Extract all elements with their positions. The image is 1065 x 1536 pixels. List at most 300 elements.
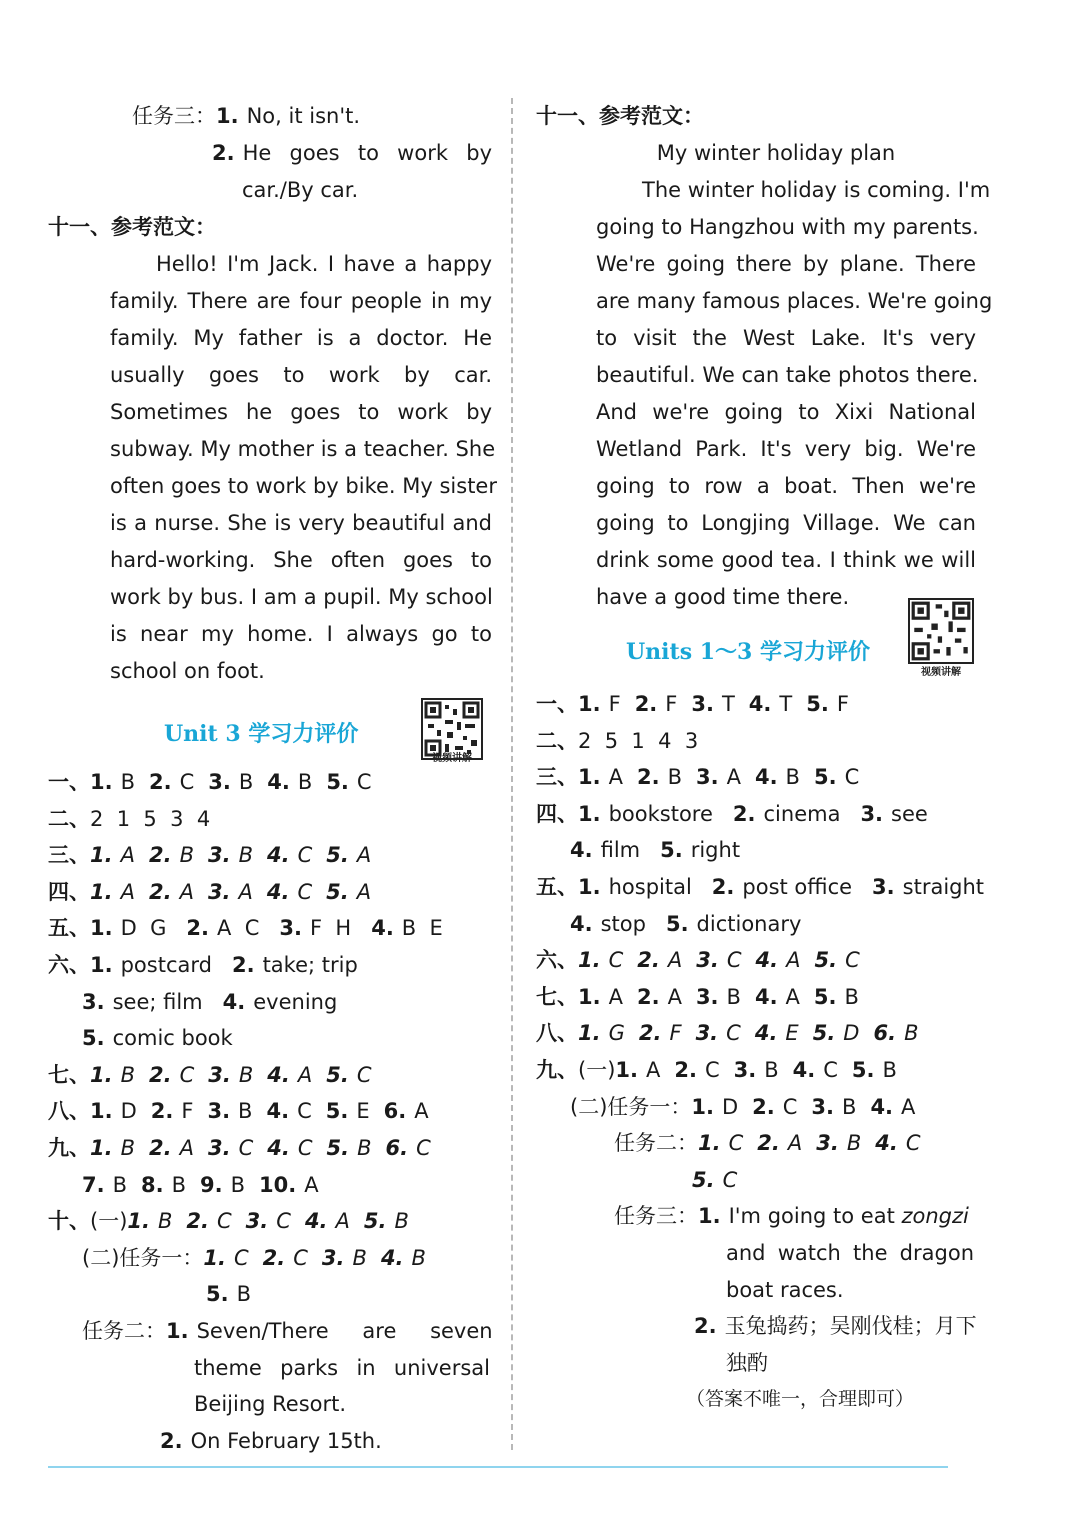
- ans-row-6b: [48, 984, 492, 1021]
- essay-heading-left: [48, 209, 492, 246]
- item-answer: B: [112, 1172, 128, 1197]
- ans-row-9: [48, 1130, 492, 1167]
- essay-line: is a nurse. She is very beautiful and: [110, 511, 492, 535]
- item-number: 1.: [578, 1021, 601, 1046]
- item-number: 5.: [363, 1209, 387, 1234]
- essay-line: hard-working. She often goes to: [110, 548, 492, 572]
- item-number: 3.: [872, 874, 895, 899]
- item-number: 1.: [691, 1094, 714, 1119]
- essay-line: to visit the West Lake. It's very: [596, 326, 976, 350]
- item-answer: B: [764, 1057, 779, 1082]
- sec-9: 九、: [48, 1135, 90, 1160]
- item-number: 2.: [638, 1021, 662, 1046]
- item-answer: B: [297, 770, 313, 794]
- r-task3-line1-b: zongzi: [901, 1204, 969, 1229]
- answer-items: [615, 1058, 911, 1082]
- answer-items: [578, 875, 1004, 899]
- item-answer: B: [904, 1021, 919, 1046]
- qr-pattern-icon: [910, 600, 972, 662]
- answer-items: [90, 1099, 443, 1123]
- item-answer: B: [238, 1062, 254, 1087]
- item-answer: C: [297, 1099, 312, 1124]
- item-answer: A: [667, 948, 683, 973]
- r-ans-row-9f: [536, 1235, 976, 1272]
- answer-items: [206, 1282, 265, 1306]
- ans-row-9b: [48, 1167, 492, 1204]
- answer-items: [691, 1095, 929, 1119]
- ans-row-6: [48, 947, 492, 984]
- sec-10-sub2: (二)任务一：: [82, 1245, 204, 1270]
- item-answer: see: [891, 801, 928, 826]
- item-answer: A: [785, 984, 800, 1009]
- column-divider: [511, 98, 513, 1450]
- essay-line: school on foot.: [110, 659, 265, 683]
- item-answer: B: [411, 1245, 426, 1270]
- task3-q1-answer: No, it isn't.: [246, 104, 361, 128]
- ans-row-3: [48, 837, 492, 874]
- item-answer: stop: [600, 911, 646, 936]
- item-answer: F: [836, 692, 849, 716]
- item-number: 5.: [326, 770, 349, 794]
- item-number: 4.: [266, 1099, 290, 1124]
- item-number: 7.: [82, 1172, 105, 1197]
- r-ans-row-9c: [536, 1125, 976, 1162]
- task2-line-1: Seven/There are seven: [196, 1318, 493, 1343]
- units1-3-answers: [536, 686, 985, 1418]
- item-number: 4.: [792, 1057, 816, 1082]
- item-answer: B: [179, 843, 194, 868]
- essay-line: usually goes to work by car.: [110, 363, 492, 387]
- item-answer: B: [238, 843, 253, 868]
- item-number: 5.: [326, 1062, 349, 1087]
- item-answer: C: [356, 1062, 372, 1087]
- item-answer: C: [356, 770, 372, 794]
- item-answer: B: [171, 1172, 187, 1197]
- item-number: 2.: [636, 984, 660, 1009]
- item-number: 2.: [186, 1209, 209, 1234]
- item-answer: C: [782, 1094, 798, 1119]
- answer-items: [698, 1131, 935, 1155]
- item-number: 2.: [711, 874, 735, 899]
- essay-title-text: My winter holiday plan: [656, 141, 896, 165]
- item-number: 4.: [267, 770, 290, 794]
- item-answer: straight: [902, 874, 985, 899]
- item-answer: postcard: [120, 952, 212, 977]
- answer-items: [90, 1063, 386, 1087]
- item-answer: A: [726, 765, 741, 790]
- sec-7: 七、: [48, 1062, 90, 1087]
- task3-q2-answer-b: car./By car.: [242, 178, 359, 202]
- answer-items: [578, 765, 873, 789]
- units1-3-title: Units 1～3 学习力评价: [626, 639, 871, 665]
- item-number: 2.: [148, 879, 172, 904]
- answer-items: [570, 912, 821, 936]
- item-answer: C: [905, 1131, 921, 1156]
- sec-3: 三、: [48, 843, 90, 868]
- ans-row-10c: [48, 1276, 492, 1313]
- task3-line-2: [48, 135, 492, 172]
- item-number: 1.: [90, 1062, 113, 1087]
- item-answer: C: [179, 1062, 195, 1087]
- units1-3-heading: [536, 622, 976, 682]
- r-sec-4: 四、: [536, 801, 578, 826]
- ans-row-8: [48, 1093, 492, 1130]
- essay-line: beautiful. We can take photos there.: [596, 363, 979, 387]
- item-number: 4.: [870, 1094, 894, 1119]
- sec-10: 十、: [48, 1209, 90, 1234]
- r-task3-q2-a: 玉兔捣药；吴刚伐桂；月下: [724, 1314, 977, 1339]
- item-answer: A: [608, 765, 623, 790]
- r-ans-row-9i: [536, 1345, 976, 1382]
- answer-items: [570, 838, 760, 862]
- answer-items: [578, 692, 863, 716]
- item-number: 5.: [814, 948, 838, 973]
- item-number: 4.: [267, 1135, 290, 1160]
- item-number: 4.: [267, 1062, 290, 1087]
- item-answer: A: [238, 879, 253, 904]
- essay-heading-text: 十一、参考范文：: [48, 215, 216, 239]
- item-number: 4.: [754, 765, 778, 790]
- essay-line: The winter holiday is coming. I'm: [642, 178, 991, 202]
- r-ans-row-9g: [536, 1272, 976, 1309]
- essay-line: going to Hangzhou with my parents.: [596, 215, 979, 239]
- item-answer: B: [236, 1282, 252, 1307]
- item-number: 5.: [812, 1021, 836, 1046]
- item-number: 4.: [380, 1245, 404, 1270]
- item-answer: C: [823, 1057, 838, 1082]
- r-task3-line2: and watch the dragon: [726, 1240, 974, 1265]
- item-number: 3.: [695, 765, 719, 790]
- essay-line: Hello! I'm Jack. I have a happy: [156, 252, 492, 276]
- r-ans-row-9: [536, 1052, 976, 1089]
- item-number: 6.: [383, 1099, 407, 1124]
- item-number: 8.: [141, 1172, 164, 1197]
- ans-row-10f: [48, 1386, 492, 1423]
- item-number: 5.: [326, 1135, 350, 1160]
- item-number: 1.: [578, 984, 601, 1009]
- qr-code-icon-right[interactable]: [908, 598, 974, 664]
- item-answer: B: [120, 1062, 136, 1087]
- item-number: 1.: [90, 952, 113, 977]
- answer-items: [90, 770, 386, 794]
- essay-line: going to row a boat. Then we're: [596, 474, 976, 498]
- task2-q2-num: 2.: [160, 1428, 183, 1453]
- item-answer: C: [704, 1057, 720, 1082]
- item-answer: B: [785, 765, 800, 790]
- item-answer: C: [726, 948, 742, 973]
- task3-q1-num: 1.: [216, 104, 239, 128]
- item-number: 9.: [200, 1172, 223, 1197]
- answer-items: [203, 1246, 440, 1270]
- item-answer: B: [842, 1094, 857, 1119]
- qr-code-icon[interactable]: [421, 698, 483, 760]
- item-answer: A: [356, 843, 372, 868]
- item-answer: B: [238, 770, 254, 794]
- item-answer: E: [356, 1099, 370, 1124]
- item-answer: C: [179, 770, 195, 794]
- item-number: 10.: [259, 1172, 297, 1197]
- item-answer: B E: [401, 916, 443, 941]
- item-number: 3.: [860, 801, 884, 826]
- item-answer: B: [352, 1245, 367, 1270]
- item-number: 2.: [752, 1094, 775, 1119]
- r-ans-row-5: [536, 869, 985, 906]
- essay-line: We're going there by plane. There: [596, 252, 976, 276]
- item-number: 5.: [665, 911, 689, 936]
- answer-items: [90, 1136, 445, 1160]
- item-number: 5.: [660, 838, 683, 863]
- item-answer: D: [120, 1099, 137, 1124]
- item-number: 2.: [149, 770, 172, 794]
- answer-items: [578, 1021, 932, 1045]
- item-answer: F: [669, 1021, 682, 1046]
- item-number: 1.: [90, 770, 113, 794]
- item-number: 1.: [90, 916, 113, 941]
- item-answer: B: [357, 1135, 372, 1160]
- r-sec-9: 九、: [536, 1057, 578, 1082]
- item-answer: C: [238, 1135, 254, 1160]
- item-answer: C: [276, 1209, 291, 1234]
- item-number: 5.: [813, 984, 837, 1009]
- item-answer: D: [843, 1021, 860, 1046]
- item-answer: A: [297, 1062, 313, 1087]
- ans-row-10g: [48, 1423, 492, 1460]
- item-answer: F H: [309, 916, 352, 941]
- item-answer: A: [901, 1094, 916, 1119]
- r-sec-9-sub2: (二)任务一：: [570, 1094, 692, 1119]
- item-answer: B: [120, 1135, 136, 1160]
- item-number: 2.: [150, 1099, 174, 1124]
- essay-line: is near my home. I always go to: [110, 622, 492, 646]
- item-number: 5.: [326, 843, 349, 868]
- item-number: 3.: [695, 1021, 719, 1046]
- item-answer: A: [335, 1209, 350, 1234]
- answer-items: [82, 1173, 333, 1197]
- item-answer: C: [728, 1131, 744, 1156]
- item-answer: A: [120, 879, 135, 904]
- item-number: 4.: [267, 843, 290, 868]
- item-number: 2.: [149, 1135, 172, 1160]
- r-ans-row-9d: [536, 1162, 976, 1199]
- item-number: 1.: [127, 1209, 150, 1234]
- item-number: 1.: [578, 874, 601, 899]
- item-number: 3.: [245, 1209, 269, 1234]
- item-answer: post office: [742, 874, 853, 899]
- essay-line: And we're going to Xixi National: [596, 400, 976, 424]
- ans-row-5: [48, 910, 492, 947]
- essay-line: going to Longjing Village. We can: [596, 511, 976, 535]
- answer-items: [578, 948, 874, 972]
- item-number: 4.: [222, 989, 246, 1014]
- item-number: 2.: [637, 948, 660, 973]
- r-task3-q2-num: 2.: [694, 1314, 717, 1339]
- essay-line: Wetland Park. It's very big. We're: [596, 437, 976, 461]
- item-number: 5.: [325, 1099, 349, 1124]
- item-number: 3.: [811, 1094, 835, 1119]
- item-number: 4.: [266, 879, 290, 904]
- item-answer: B: [882, 1057, 897, 1082]
- r-ans-row-2: [536, 723, 976, 760]
- item-answer: E: [785, 1021, 799, 1046]
- item-number: 4.: [570, 911, 593, 936]
- item-answer: T: [721, 692, 735, 716]
- r-ans-row-4: [536, 796, 976, 833]
- right-column: [536, 98, 993, 1418]
- answer-note: （答案不唯一，合理即可）: [686, 1388, 915, 1411]
- item-number: 5.: [692, 1167, 715, 1192]
- r-sec-2-text: 2 5 1 4 3: [578, 728, 699, 753]
- essay-title-right: [536, 135, 976, 172]
- item-answer: B: [667, 765, 682, 790]
- r-ans-row-9e: [536, 1198, 976, 1235]
- r-ans-row-4b: [536, 832, 976, 869]
- item-answer: B: [238, 1099, 253, 1124]
- item-number: 2.: [636, 765, 660, 790]
- item-answer: cinema: [763, 801, 841, 826]
- item-answer: B: [394, 1209, 409, 1234]
- item-number: 2.: [732, 801, 756, 826]
- item-answer: C: [297, 1135, 313, 1160]
- item-number: 3.: [82, 989, 105, 1014]
- unit3-answers: [48, 764, 492, 1459]
- essay-heading-text-right: 十一、参考范文：: [536, 104, 704, 128]
- item-number: 1.: [203, 1245, 226, 1270]
- item-number: 1.: [698, 1131, 721, 1156]
- item-answer: C: [217, 1209, 232, 1234]
- item-number: 2.: [186, 916, 209, 941]
- item-answer: B: [120, 770, 136, 794]
- task2-label: 任务二：: [82, 1318, 166, 1343]
- task3-line-1: [48, 98, 492, 135]
- item-number: 4.: [755, 948, 779, 973]
- item-answer: D: [721, 1094, 739, 1119]
- item-number: 1.: [578, 765, 601, 790]
- answer-items: [90, 880, 385, 904]
- item-number: 3.: [691, 692, 714, 716]
- item-number: 2.: [262, 1245, 286, 1270]
- item-answer: D G: [120, 916, 167, 941]
- r-task3-line3: boat races.: [726, 1277, 844, 1302]
- item-number: 4.: [754, 984, 778, 1009]
- item-number: 4.: [754, 1021, 778, 1046]
- item-number: 1.: [90, 879, 113, 904]
- sec-2: 二、: [48, 806, 90, 831]
- essay-line: are many famous places. We're going: [596, 289, 993, 313]
- ans-row-2: [48, 801, 492, 838]
- item-number: 3.: [696, 948, 719, 973]
- item-answer: A: [356, 879, 372, 904]
- item-answer: B: [726, 984, 741, 1009]
- answer-items: [578, 802, 948, 826]
- essay-line: subway. My mother is a teacher. She: [110, 437, 496, 461]
- item-number: 2.: [634, 692, 658, 716]
- item-number: 1.: [90, 1099, 113, 1124]
- item-answer: T: [779, 692, 793, 716]
- ans-row-10b: [48, 1240, 492, 1277]
- r-sec-3: 三、: [536, 765, 578, 790]
- item-number: 2.: [148, 843, 172, 868]
- item-answer: A: [608, 984, 623, 1009]
- item-number: 5.: [813, 765, 837, 790]
- item-answer: A: [787, 1131, 803, 1156]
- sec-6: 六、: [48, 952, 90, 977]
- item-number: 4.: [371, 916, 394, 941]
- r-task3-line1-a: I'm going to eat: [728, 1204, 902, 1229]
- r-sec-6: 六、: [536, 948, 578, 973]
- r-ans-row-5b: [536, 906, 976, 943]
- sec-5: 五、: [48, 916, 90, 941]
- sec-4: 四、: [48, 879, 90, 904]
- item-number: 6.: [873, 1021, 897, 1046]
- r-task3-label: 任务三：: [614, 1204, 698, 1229]
- essay-line: have a good time there.: [596, 585, 850, 609]
- sec-1: 一、: [48, 770, 90, 794]
- item-answer: C: [416, 1135, 431, 1160]
- item-answer: A: [786, 948, 801, 973]
- item-number: 3.: [207, 879, 231, 904]
- essay-line: work by bus. I am a pupil. My school: [110, 585, 493, 609]
- item-answer: dictionary: [696, 911, 802, 936]
- ans-row-6c: [48, 1020, 492, 1057]
- item-number: 1.: [578, 948, 601, 973]
- sec-10-sub1: (一): [90, 1209, 128, 1234]
- item-answer: C: [844, 765, 860, 790]
- item-number: 3.: [695, 984, 719, 1009]
- r-ans-row-1: [536, 686, 976, 723]
- essay-line: Sometimes he goes to work by: [110, 400, 492, 424]
- item-answer: comic book: [112, 1026, 233, 1051]
- item-answer: A: [120, 843, 135, 868]
- item-answer: A: [179, 879, 194, 904]
- r-task3-q2-b: 独酌: [726, 1350, 768, 1375]
- qr-caption: 视频讲解: [432, 753, 472, 764]
- r-sec-5: 五、: [536, 874, 578, 899]
- footer-rule: [48, 1466, 948, 1468]
- item-number: 5.: [82, 1026, 105, 1051]
- item-answer: take; trip: [262, 952, 358, 977]
- item-number: 1.: [578, 692, 601, 716]
- item-answer: C: [293, 1245, 308, 1270]
- answer-items: [578, 985, 873, 1009]
- item-answer: film: [600, 838, 641, 863]
- left-column: [48, 98, 497, 1459]
- r-sec-2: 二、: [536, 728, 578, 753]
- sec-8: 八、: [48, 1099, 90, 1124]
- item-answer: C: [297, 879, 313, 904]
- item-answer: B: [846, 1131, 862, 1156]
- r-sec-7: 七、: [536, 984, 578, 1009]
- r-sec-8: 八、: [536, 1021, 578, 1046]
- item-answer: C: [233, 1245, 249, 1270]
- item-number: 3.: [207, 843, 231, 868]
- qr-caption-right: 视频讲解: [921, 667, 961, 678]
- item-number: 1.: [578, 801, 601, 826]
- ans-row-10: [48, 1203, 492, 1240]
- r-ans-row-9h: [536, 1308, 976, 1345]
- answer-items: [90, 916, 463, 940]
- item-number: 4.: [875, 1131, 898, 1156]
- task3-line-3: [48, 172, 492, 209]
- r-ans-row-9b: [536, 1089, 976, 1126]
- essay-heading-right: [536, 98, 976, 135]
- item-number: 3.: [207, 1135, 231, 1160]
- task3-label: 任务三：: [132, 104, 216, 128]
- answer-items: [82, 1026, 253, 1050]
- item-answer: F: [181, 1099, 194, 1124]
- unit3-heading: [48, 704, 492, 764]
- answer-items: [127, 1209, 423, 1233]
- item-answer: C: [722, 1167, 738, 1192]
